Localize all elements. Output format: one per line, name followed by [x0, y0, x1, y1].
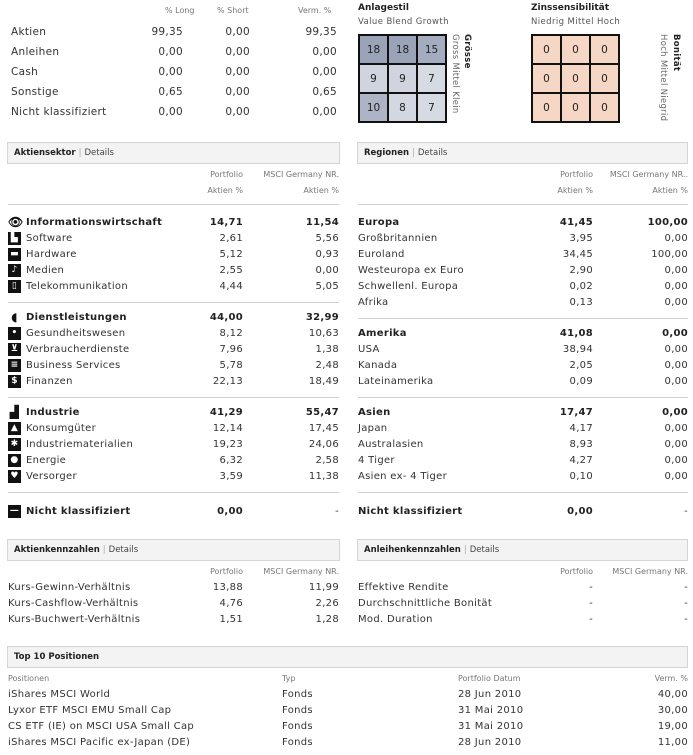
zins-side-labels: Hoch Mittel Niegrid: [658, 34, 668, 122]
aktiensektor-title: Aktiensektor: [14, 148, 76, 158]
position-name: Lyxor ETF MSCI EMU Small Cap: [8, 705, 172, 716]
portfolio-value: 3,59: [219, 471, 243, 482]
portfolio-value: 5,12: [219, 249, 243, 260]
col-header-verm: Verm. %: [298, 6, 332, 15]
short-value: 0,00: [225, 86, 250, 98]
col2-header: MSCI Germany NR.: [263, 567, 339, 576]
item-label: Afrika: [358, 297, 389, 308]
benchmark-value: 0,00: [664, 455, 688, 466]
list-item: [350, 374, 693, 390]
portfolio-value: 13,88: [212, 582, 243, 593]
group-label: Europa: [358, 217, 400, 228]
item-label: Japan: [358, 423, 388, 434]
zins-title: Zinssensibilität: [531, 3, 610, 13]
top10-title: Top 10 Positionen: [14, 652, 100, 662]
stylebox-cell: 15: [418, 36, 445, 63]
asset-label: Anleihen: [11, 46, 60, 58]
benchmark-value: 0,00: [664, 376, 688, 387]
item-label: 4 Tiger: [358, 455, 395, 466]
long-value: 0,00: [158, 106, 183, 118]
portfolio-value: 2,55: [219, 265, 243, 276]
benchmark-value: 1,38: [315, 344, 339, 355]
list-item: [350, 342, 693, 358]
group-label: Amerika: [358, 328, 407, 339]
item-label: Medien: [26, 265, 65, 276]
item-label: Verbraucherdienste: [26, 344, 130, 355]
item-label: Kurs-Cashflow-Verhältnis: [8, 598, 139, 609]
phone-icon: ▯: [8, 280, 21, 293]
long-value: 99,35: [151, 26, 183, 38]
item-label: USA: [358, 344, 380, 355]
portfolio-value: 8,12: [219, 328, 243, 339]
asset-allocation-table: [0, 0, 345, 125]
benchmark-value: 11,38: [308, 471, 339, 482]
group-row: [350, 326, 693, 342]
verm-value: 0,00: [312, 106, 337, 118]
benchmark-value: 17,45: [308, 423, 339, 434]
group-label: Nicht klassifiziert: [26, 506, 131, 517]
list-item: [0, 596, 345, 612]
benchmark-value: 0,00: [664, 344, 688, 355]
position-name: iShares MSCI Pacific ex-Japan (DE): [8, 737, 191, 748]
item-label: Großbritannien: [358, 233, 438, 244]
item-label: Australasien: [358, 439, 424, 450]
benchmark-value: 0,00: [664, 233, 688, 244]
benchmark-value: 2,26: [315, 598, 339, 609]
benchmark-value: 0,00: [664, 297, 688, 308]
dollar-icon: $: [8, 375, 21, 388]
list-item: [350, 263, 693, 279]
unclassified-row: [0, 504, 345, 520]
portfolio-value: 14,71: [209, 217, 243, 228]
car-icon: ▲: [8, 422, 21, 435]
list-item: [350, 358, 693, 374]
zinssensibilitaet-stylebox: [531, 0, 691, 130]
list-item: [0, 453, 345, 469]
list-item: [350, 596, 693, 612]
benchmark-value: 0,00: [664, 265, 688, 276]
portfolio-value: 22,13: [212, 376, 243, 387]
portfolio-value: 0,09: [569, 376, 593, 387]
list-item: [0, 612, 345, 628]
portfolio-value: 5,78: [219, 360, 243, 371]
item-label: Durchschnittliche Bonität: [358, 598, 493, 609]
short-value: 0,00: [225, 46, 250, 58]
benchmark-value: 0,00: [664, 360, 688, 371]
hand-icon: ◖: [11, 310, 18, 324]
list-item: [350, 231, 693, 247]
zins-grid: [531, 34, 620, 123]
item-label: Industriematerialien: [26, 439, 134, 450]
microphone-icon: ♪: [8, 264, 21, 277]
stylebox-cell: 0: [562, 36, 589, 63]
group-label: Dienstleistungen: [26, 312, 127, 323]
asset-label: Sonstige: [11, 86, 59, 98]
benchmark-value: -: [684, 598, 688, 609]
bulb-icon: ♥: [8, 470, 21, 483]
asset-row: [0, 64, 345, 80]
portfolio-value: 4,17: [569, 423, 593, 434]
aktiensektor-header: [7, 142, 340, 164]
item-label: Schwellenl. Europa: [358, 281, 459, 292]
item-label: Energie: [26, 455, 67, 466]
col2-header: MSCI Germany NR.: [612, 567, 688, 576]
stylebox-cell: 0: [591, 65, 618, 92]
item-label: Mod. Duration: [358, 614, 433, 625]
benchmark-value: 100,00: [647, 217, 688, 228]
benchmark-value: 18,49: [308, 376, 339, 387]
group-divider: [358, 397, 688, 398]
position-weight: 40,00: [657, 689, 688, 700]
item-label: Kurs-Gewinn-Verhältnis: [8, 582, 131, 593]
group-label: Asien: [358, 407, 391, 418]
group-label: Nicht klassifiziert: [358, 506, 463, 517]
anleihenkennzahlen-details-link[interactable]: Details: [469, 545, 500, 555]
separator: |: [463, 545, 467, 555]
portfolio-value: 41,08: [559, 328, 593, 339]
portfolio-value: 2,61: [219, 233, 243, 244]
portfolio-value: 17,47: [559, 407, 593, 418]
verm-value: 99,35: [305, 26, 337, 38]
group-row: [0, 310, 345, 326]
portfolio-value: 34,45: [562, 249, 593, 260]
eye-icon: 👁: [8, 215, 24, 229]
stylebox-cell: 8: [389, 94, 416, 121]
portfolio-value: 8,93: [569, 439, 593, 450]
zins-side-title: Bonität: [671, 34, 681, 72]
position-type: Fonds: [282, 721, 313, 732]
stylebox-cell: 0: [533, 94, 560, 121]
regionen-table: [350, 164, 693, 534]
portfolio-value: 0,13: [569, 297, 593, 308]
cart-icon: ⊻: [8, 343, 21, 356]
asset-row: [0, 84, 345, 100]
position-weight: 19,00: [657, 721, 688, 732]
position-weight: 11,00: [657, 737, 688, 748]
item-label: Versorger: [26, 471, 77, 482]
zins-column-labels: Niedrig Mittel Hoch: [531, 17, 621, 27]
group-row: [0, 405, 345, 421]
position-date: 31 Mai 2010: [458, 721, 524, 732]
item-label: Telekommunikation: [26, 281, 128, 292]
portfolio-value: 12,14: [212, 423, 243, 434]
stylebox-cell: 7: [418, 94, 445, 121]
aktiensektor-details-link[interactable]: Details: [84, 148, 114, 158]
benchmark-value: 10,63: [308, 328, 339, 339]
col1-subheader: Aktien %: [557, 186, 593, 195]
benchmark-value: 11,99: [308, 582, 339, 593]
verm-value: 0,65: [312, 86, 337, 98]
benchmark-value: 2,58: [315, 455, 339, 466]
col2-subheader: Aktien %: [652, 186, 688, 195]
item-label: Hardware: [26, 249, 77, 260]
portfolio-value: 1,51: [219, 614, 243, 625]
benchmark-value: -: [684, 614, 688, 625]
position-row[interactable]: [0, 687, 693, 703]
stylebox-cell: 0: [591, 94, 618, 121]
anlagestil-side-title: Grösse: [462, 34, 472, 69]
verm-value: 0,00: [312, 46, 337, 58]
list-item: [0, 580, 345, 596]
col-header-datum: Portfolio Datum: [458, 674, 521, 683]
verm-value: 0,00: [312, 66, 337, 78]
portfolio-value: 0,02: [569, 281, 593, 292]
benchmark-value: 32,99: [305, 312, 339, 323]
col1-header: Portfolio: [560, 170, 593, 179]
aktiensektor-table: [0, 164, 345, 534]
list-item: [0, 326, 345, 342]
benchmark-value: 11,54: [305, 217, 339, 228]
asset-row: [0, 104, 345, 120]
portfolio-value: 6,32: [219, 455, 243, 466]
col-header-short: % Short: [217, 6, 249, 15]
portfolio-value: 41,45: [559, 217, 593, 228]
stylebox-cell: 0: [533, 36, 560, 63]
list-item: [0, 342, 345, 358]
benchmark-value: 100,00: [651, 249, 688, 260]
regionen-details-link[interactable]: Details: [417, 148, 448, 158]
computer-icon: ▬: [8, 248, 21, 261]
pill-icon: •: [8, 327, 21, 340]
portfolio-value: -: [589, 598, 593, 609]
short-value: 0,00: [225, 66, 250, 78]
list-item: [0, 421, 345, 437]
asset-label: Nicht klassifiziert: [11, 106, 107, 118]
asset-label: Aktien: [11, 26, 47, 38]
item-label: Asien ex- 4 Tiger: [358, 471, 448, 482]
benchmark-value: -: [684, 582, 688, 593]
benchmark-value: 2,48: [315, 360, 339, 371]
benchmark-value: -: [684, 506, 688, 517]
software-icon: ▙: [8, 232, 21, 245]
portfolio-value: 2,90: [569, 265, 593, 276]
aktienkennzahlen-table: [0, 561, 345, 636]
separator: |: [412, 148, 415, 158]
stylebox-cell: 0: [562, 65, 589, 92]
portfolio-value: 0,00: [567, 506, 593, 517]
portfolio-value: 0,10: [569, 471, 593, 482]
anlagestil-side-labels: Gross Mittel Klein: [450, 34, 460, 114]
gear-icon: ✱: [8, 438, 21, 451]
short-value: 0,00: [225, 106, 250, 118]
col1-subheader: Aktien %: [207, 186, 243, 195]
portfolio-value: 19,23: [212, 439, 243, 450]
col-header-typ: Typ: [282, 674, 296, 683]
group-row: [350, 405, 693, 421]
stylebox-cell: 18: [389, 36, 416, 63]
benchmark-value: 0,00: [315, 265, 339, 276]
portfolio-value: 0,00: [217, 506, 243, 517]
benchmark-value: 0,00: [662, 407, 688, 418]
stylebox-cell: 7: [418, 65, 445, 92]
list-item: [350, 421, 693, 437]
regionen-title: Regionen: [364, 148, 410, 158]
top10-table: [0, 668, 693, 755]
benchmark-value: 24,06: [308, 439, 339, 450]
list-item: [0, 279, 345, 295]
item-label: Gesundheitswesen: [26, 328, 126, 339]
list-item: [350, 580, 693, 596]
col-header-long: % Long: [165, 6, 195, 15]
list-item: [0, 469, 345, 485]
anleihenkennzahlen-title: Anleihenkennzahlen: [364, 545, 461, 555]
list-item: [0, 231, 345, 247]
benchmark-value: 55,47: [305, 407, 339, 418]
list-item: [350, 469, 693, 485]
item-label: Konsumgüter: [26, 423, 96, 434]
group-divider: [358, 318, 688, 319]
list-item: [350, 279, 693, 295]
list-item: [350, 453, 693, 469]
col2-subheader: Aktien %: [303, 186, 339, 195]
list-item: [0, 247, 345, 263]
position-row[interactable]: [0, 719, 693, 735]
list-item: [350, 295, 693, 311]
group-row: [350, 215, 693, 231]
stylebox-cell: 18: [360, 36, 387, 63]
item-label: Kanada: [358, 360, 398, 371]
long-value: 0,00: [158, 46, 183, 58]
position-type: Fonds: [282, 705, 313, 716]
benchmark-value: -: [335, 506, 339, 517]
unclassified-row: [350, 504, 693, 520]
portfolio-value: 2,05: [569, 360, 593, 371]
list-item: [0, 374, 345, 390]
group-divider: [8, 397, 339, 398]
portfolio-value: 44,00: [209, 312, 243, 323]
benchmark-value: 0,00: [664, 471, 688, 482]
position-name: iShares MSCI World: [8, 689, 111, 700]
benchmark-value: 0,00: [664, 439, 688, 450]
aktienkennzahlen-title: Aktienkennzahlen: [14, 545, 100, 555]
group-divider: [8, 492, 339, 493]
aktienkennzahlen-details-link[interactable]: Details: [108, 545, 139, 555]
item-label: Euroland: [358, 249, 405, 260]
position-date: 31 Mai 2010: [458, 705, 524, 716]
list-item: [0, 358, 345, 374]
group-divider: [358, 492, 688, 493]
portfolio-value: 4,44: [219, 281, 243, 292]
col1-header: Portfolio: [210, 567, 243, 576]
position-row[interactable]: [0, 735, 693, 751]
portfolio-value: 7,96: [219, 344, 243, 355]
item-label: Effektive Rendite: [358, 582, 449, 593]
aktienkennzahlen-header: [7, 539, 340, 561]
stylebox-cell: 9: [360, 65, 387, 92]
separator: |: [78, 148, 82, 158]
stylebox-cell: 0: [591, 36, 618, 63]
position-name: CS ETF (IE) on MSCI USA Small Cap: [8, 721, 195, 732]
anlagestil-stylebox: [358, 0, 478, 130]
item-label: Westeuropa ex Euro: [358, 265, 464, 276]
benchmark-value: 1,28: [315, 614, 339, 625]
benchmark-value: 0,00: [664, 423, 688, 434]
benchmark-value: 0,00: [664, 281, 688, 292]
anlagestil-column-labels: Value Blend Growth: [358, 17, 449, 27]
col1-header: Portfolio: [210, 170, 243, 179]
portfolio-value: 38,94: [562, 344, 593, 355]
list-item: [350, 612, 693, 628]
stylebox-cell: 0: [562, 94, 589, 121]
long-value: 0,65: [158, 86, 183, 98]
top10-header: [7, 646, 688, 668]
long-value: 0,00: [158, 66, 183, 78]
portfolio-value: 41,29: [209, 407, 243, 418]
portfolio-value: -: [589, 582, 593, 593]
col1-header: Portfolio: [560, 567, 593, 576]
document-icon: ≡: [8, 359, 21, 372]
group-label: Industrie: [26, 407, 80, 418]
flame-icon: ●: [8, 454, 21, 467]
item-label: Finanzen: [26, 376, 73, 387]
list-item: [0, 437, 345, 453]
portfolio-value: 4,27: [569, 455, 593, 466]
group-row: [0, 215, 345, 231]
portfolio-value: -: [589, 614, 593, 625]
anlagestil-grid: [358, 34, 447, 123]
position-row[interactable]: [0, 703, 693, 719]
col-header-verm: Verm. %: [654, 674, 688, 683]
factory-icon: ▟: [9, 405, 20, 419]
item-label: Kurs-Buchwert-Verhältnis: [8, 614, 141, 625]
col2-header: MSCI Germany NR.: [263, 170, 339, 179]
item-label: Business Services: [26, 360, 121, 371]
asset-row: [0, 24, 345, 40]
separator: |: [102, 545, 106, 555]
minus-icon: —: [9, 506, 20, 516]
portfolio-value: 4,76: [219, 598, 243, 609]
group-label: Informationswirtschaft: [26, 217, 163, 228]
position-type: Fonds: [282, 737, 313, 748]
group-divider: [8, 302, 339, 303]
asset-row: [0, 44, 345, 60]
col-header-positionen: Positionen: [8, 674, 50, 683]
col2-header: MSCI Germany NR..: [609, 170, 688, 179]
portfolio-value: 3,95: [569, 233, 593, 244]
benchmark-value: 5,05: [315, 281, 339, 292]
benchmark-value: 5,56: [315, 233, 339, 244]
list-item: [350, 437, 693, 453]
stylebox-cell: 0: [533, 65, 560, 92]
position-date: 28 Jun 2010: [458, 689, 522, 700]
position-date: 28 Jun 2010: [458, 737, 522, 748]
regionen-header: [357, 142, 688, 164]
benchmark-value: 0,00: [662, 328, 688, 339]
short-value: 0,00: [225, 26, 250, 38]
list-item: [350, 247, 693, 263]
item-label: Software: [26, 233, 73, 244]
benchmark-value: 0,93: [315, 249, 339, 260]
asset-label: Cash: [11, 66, 39, 78]
list-item: [0, 263, 345, 279]
position-weight: 30,00: [657, 705, 688, 716]
stylebox-cell: 9: [389, 65, 416, 92]
item-label: Lateinamerika: [358, 376, 434, 387]
position-type: Fonds: [282, 689, 313, 700]
anlagestil-title: Anlagestil: [358, 3, 409, 13]
anleihenkennzahlen-table: [350, 561, 693, 636]
stylebox-cell: 10: [360, 94, 387, 121]
anleihenkennzahlen-header: [357, 539, 688, 561]
